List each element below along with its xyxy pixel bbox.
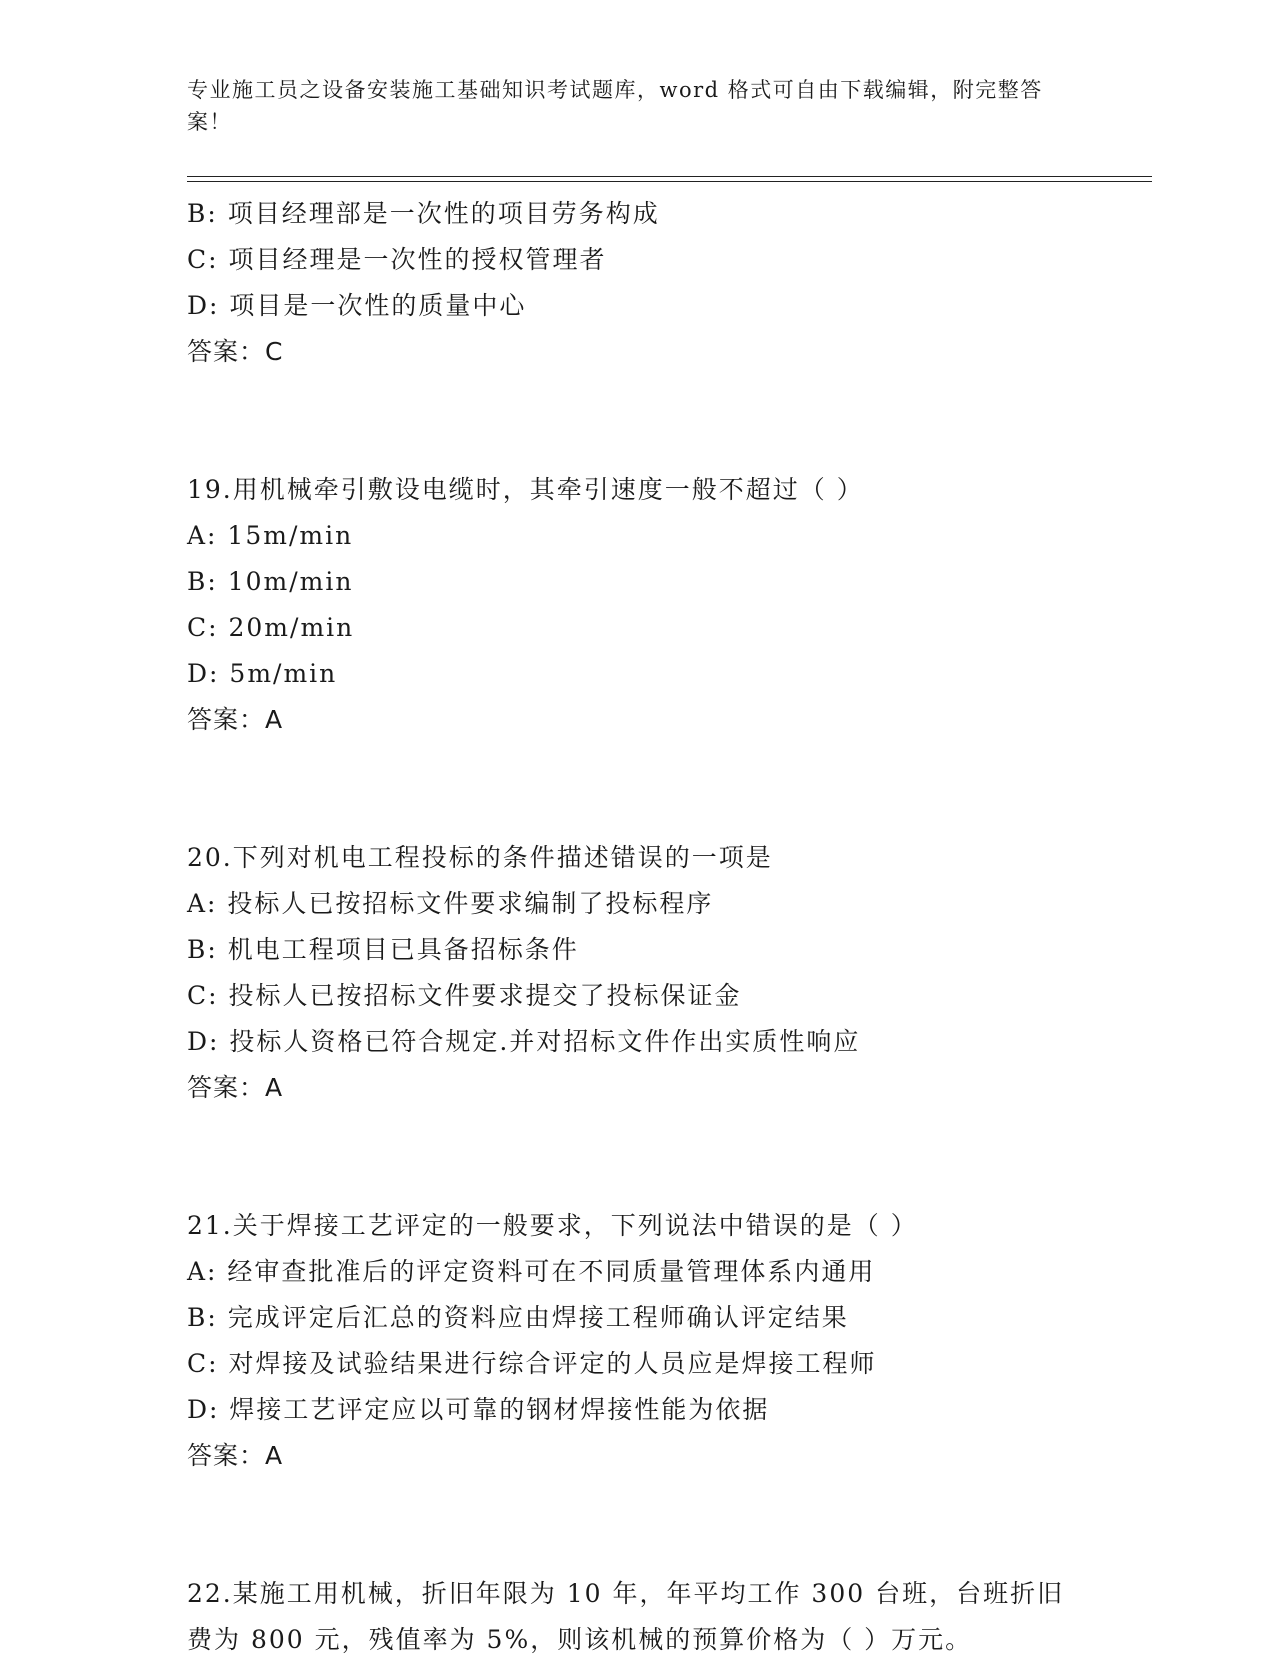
question-separator xyxy=(187,743,1147,835)
option-c: C: 20m/min xyxy=(187,613,355,642)
question-21 xyxy=(187,1203,1147,1479)
header-divider-bottom xyxy=(187,181,1152,182)
answer: 答案：A xyxy=(187,1441,284,1470)
question-text: 21.关于焊接工艺评定的一般要求，下列说法中错误的是（ ） xyxy=(187,1211,918,1240)
question-separator xyxy=(187,1479,1147,1571)
question-text: 22.某施工用机械，折旧年限为 10 年，年平均工作 300 台班，台班折旧费为 800 元，残值率为 5%，则该机械的预算价格为（ ）万元。 xyxy=(187,1579,1065,1654)
option-b: B: 机电工程项目已具备招标条件 xyxy=(187,935,579,964)
option-b: B: 项目经理部是一次性的项目劳务构成 xyxy=(187,199,660,228)
option-c: C: 对焊接及试验结果进行综合评定的人员应是焊接工程师 xyxy=(187,1349,877,1378)
option-a: A: 经审查批准后的评定资料可在不同质量管理体系内通用 xyxy=(187,1257,876,1286)
question-22 xyxy=(187,1571,1147,1663)
option-a: A: 15m/min xyxy=(187,521,354,550)
option-d: D: 投标人资格已符合规定.并对招标文件作出实质性响应 xyxy=(187,1027,861,1056)
question-19 xyxy=(187,467,1147,743)
question-18-tail xyxy=(187,191,1147,375)
document-header: 专业施工员之设备安装施工基础知识考试题库，word 格式可自由下载编辑，附完整答案！ xyxy=(187,78,1043,134)
option-c: C: 投标人已按招标文件要求提交了投标保证金 xyxy=(187,981,742,1010)
answer: 答案：C xyxy=(187,337,284,366)
question-20 xyxy=(187,835,1147,1111)
question-separator xyxy=(187,1111,1147,1203)
option-d: D: 项目是一次性的质量中心 xyxy=(187,291,527,320)
option-b: B: 完成评定后汇总的资料应由焊接工程师确认评定结果 xyxy=(187,1303,849,1332)
answer: 答案：A xyxy=(187,705,284,734)
option-b: B: 10m/min xyxy=(187,567,354,596)
option-c: C: 项目经理是一次性的授权管理者 xyxy=(187,245,607,274)
option-a: A: 投标人已按招标文件要求编制了投标程序 xyxy=(187,889,714,918)
answer: 答案：A xyxy=(187,1073,284,1102)
option-d: D: 5m/min xyxy=(187,659,338,688)
question-text: 19.用机械牵引敷设电缆时，其牵引速度一般不超过（ ） xyxy=(187,475,864,504)
question-list xyxy=(187,191,1147,1663)
question-text: 20.下列对机电工程投标的条件描述错误的一项是 xyxy=(187,843,773,872)
question-separator xyxy=(187,375,1147,467)
option-d: D: 焊接工艺评定应以可靠的钢材焊接性能为依据 xyxy=(187,1395,770,1424)
header-divider-top xyxy=(187,176,1152,177)
